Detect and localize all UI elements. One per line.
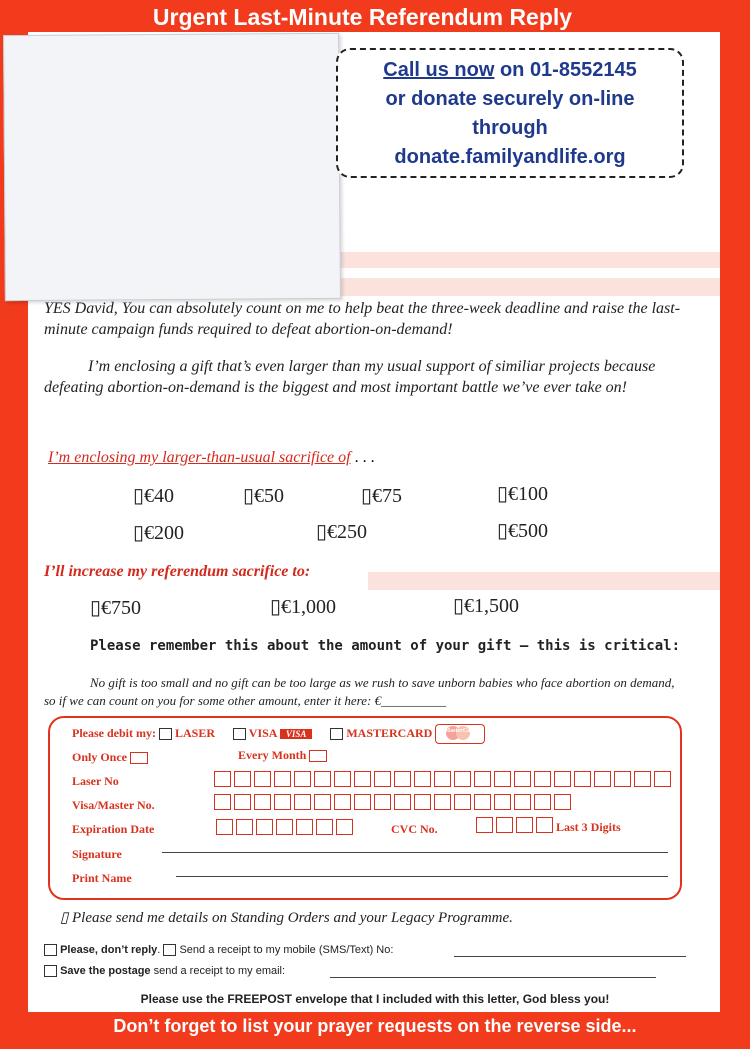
donate-callout [336,48,684,178]
digit-box[interactable] [256,819,273,835]
amount-option-1000[interactable]: ▯€1,000 [270,596,337,618]
mastercard-label: MASTERCARD [346,725,433,740]
digit-box[interactable] [414,794,431,810]
digit-box[interactable] [354,794,371,810]
letter-paragraph-2: I’m enclosing a gift that’s even larger than my usual support of similiar projects because defeating abortion-on-demand is the biggest and most important battle we’ve ever take on! [44,358,656,396]
digit-box[interactable] [314,794,331,810]
page-title: Urgent Last-Minute Referendum Reply [152,4,573,30]
digit-box[interactable] [454,794,471,810]
only-once-label: Only Once [72,750,128,764]
digit-box[interactable] [314,771,331,787]
digit-box[interactable] [494,771,511,787]
digit-box[interactable] [516,817,533,833]
amount-option-250[interactable]: ▯€250 [316,521,368,543]
digit-box[interactable] [334,771,351,787]
email-line[interactable] [330,977,656,978]
laser-checkbox[interactable] [159,728,172,740]
amount-option-75[interactable]: ▯€75 [361,485,403,507]
digit-box[interactable] [434,771,451,787]
signature-label: Signature [72,847,122,861]
amount-option-100[interactable]: ▯€100 [497,483,549,505]
digit-box[interactable] [236,819,253,835]
digit-box[interactable] [254,771,271,787]
digit-box[interactable] [494,794,511,810]
every-month-checkbox[interactable] [309,750,327,762]
laser-no-label: Laser No [72,774,119,788]
signature-line[interactable] [162,852,668,853]
amount-option-500[interactable]: ▯€500 [497,520,549,542]
digit-box[interactable] [554,771,571,787]
expiration-label: Expiration Date [72,822,155,836]
cvc-boxes[interactable] [476,817,556,833]
frequency-row [72,750,148,765]
freepost-note: Please use the FREEPOST envelope that I included with this letter, God bless you! [140,992,610,1006]
mobile-number-line[interactable] [454,956,686,957]
digit-box[interactable] [474,771,491,787]
laser-number-boxes[interactable] [214,771,674,787]
faint-band [328,252,720,268]
mastercard-logo: MasterCard [435,724,485,744]
only-once-checkbox[interactable] [130,752,148,764]
callout-line3: through [472,117,548,139]
amount-option-1500[interactable]: ▯€1,500 [453,595,520,617]
digit-box[interactable] [294,794,311,810]
digit-box[interactable] [594,771,611,787]
amount-option-50[interactable]: ▯€50 [243,485,285,507]
dont-reply-checkbox[interactable] [44,944,57,956]
every-month-label: Every Month [238,748,307,762]
increase-label: I’ll increase my referendum sacrifice to: [44,563,311,580]
digit-box[interactable] [214,771,231,787]
enclosing-label: I’m enclosing my larger-than-usual sacrifice of [48,449,351,466]
digit-box[interactable] [634,771,651,787]
amount-option-750[interactable]: ▯€750 [90,597,142,619]
no-gift-note: No gift is too small and no gift can be too large as we rush to save unborn babies who face abortion on demand, so if we can count on you for some other amount, enter it here: €__________ [44,675,675,708]
digit-box[interactable] [316,819,333,835]
digit-box[interactable] [654,771,671,787]
digit-box[interactable] [414,771,431,787]
cvc-hint: Last 3 Digits [556,820,621,834]
sms-receipt-checkbox[interactable] [163,944,176,956]
digit-box[interactable] [454,771,471,787]
cvc-label: CVC No. [391,822,438,836]
letter-paragraph-1: YES David, You can absolutely count on me to help beat the three-week deadline and raise the last-minute campaign funds required to defeat abortion-on-demand! [44,300,681,338]
laser-label: LASER [174,725,215,740]
print-name-label: Print Name [72,871,132,885]
digit-box[interactable] [614,771,631,787]
sms-receipt-row [44,944,393,956]
digit-box[interactable] [336,819,353,835]
digit-box[interactable] [294,771,311,787]
digit-box[interactable] [554,794,571,810]
donate-url[interactable]: donate.familyandlife.org [394,146,626,168]
debit-label: Please debit my: [72,725,156,740]
digit-box[interactable] [254,794,271,810]
digit-box[interactable] [536,817,553,833]
email-receipt-row [44,965,285,977]
faint-band [328,278,720,296]
digit-box[interactable] [276,819,293,835]
digit-box[interactable] [534,794,551,810]
dont-reply-label: Please, don’t reply [60,944,158,956]
digit-box[interactable] [534,771,551,787]
digit-box[interactable] [374,771,391,787]
digit-box[interactable] [514,771,531,787]
debit-row [72,724,485,744]
save-postage-label: Save the postage [60,965,151,977]
digit-box[interactable] [496,817,513,833]
faint-band [368,572,720,590]
visa-logo: VISA [280,729,313,739]
envelope-flap [3,33,341,301]
enclosing-suffix: . . . [350,449,375,466]
digit-box[interactable] [394,771,411,787]
email-receipt-label: send a receipt to my email: [150,965,286,977]
standing-orders-option[interactable]: ▯ Please send me details on Standing Orders and your Legacy Programme. [60,910,513,926]
call-us-link[interactable]: Call us now [383,59,495,81]
save-postage-checkbox[interactable] [44,965,57,977]
every-month-row [238,748,327,763]
digit-box[interactable] [434,794,451,810]
card-number-boxes[interactable] [214,794,574,810]
call-phone: on 01-8552145 [494,59,637,81]
digit-box[interactable] [274,771,291,787]
digit-box[interactable] [214,794,231,810]
digit-box[interactable] [354,771,371,787]
callout-line2: or donate securely on-line [385,88,635,110]
footer-title: Don’t forget to list your prayer requests on the reverse side... [113,1016,637,1036]
amount-option-40[interactable]: ▯€40 [133,485,175,507]
print-name-line[interactable] [176,876,668,877]
digit-box[interactable] [216,819,233,835]
digit-box[interactable] [296,819,313,835]
remember-note: Please remember this about the amount of your gift – this is critical: [90,638,681,654]
digit-box[interactable] [394,794,411,810]
digit-box[interactable] [234,794,251,810]
dont-reply-sep: . [157,944,164,956]
digit-box[interactable] [334,794,351,810]
digit-box[interactable] [476,817,493,833]
sms-receipt-label: Send a receipt to my mobile (SMS/Text) No: [179,944,394,956]
visa-label: VISA [248,725,277,740]
expiration-boxes[interactable] [216,819,356,835]
digit-box[interactable] [574,771,591,787]
digit-box[interactable] [474,794,491,810]
digit-box[interactable] [234,771,251,787]
digit-box[interactable] [514,794,531,810]
digit-box[interactable] [374,794,391,810]
visa-checkbox[interactable] [233,728,246,740]
visa-master-no-label: Visa/Master No. [72,798,155,812]
mastercard-checkbox[interactable] [330,728,343,740]
enclosing-line [48,449,375,467]
amount-option-200[interactable]: ▯€200 [133,522,185,544]
digit-box[interactable] [274,794,291,810]
